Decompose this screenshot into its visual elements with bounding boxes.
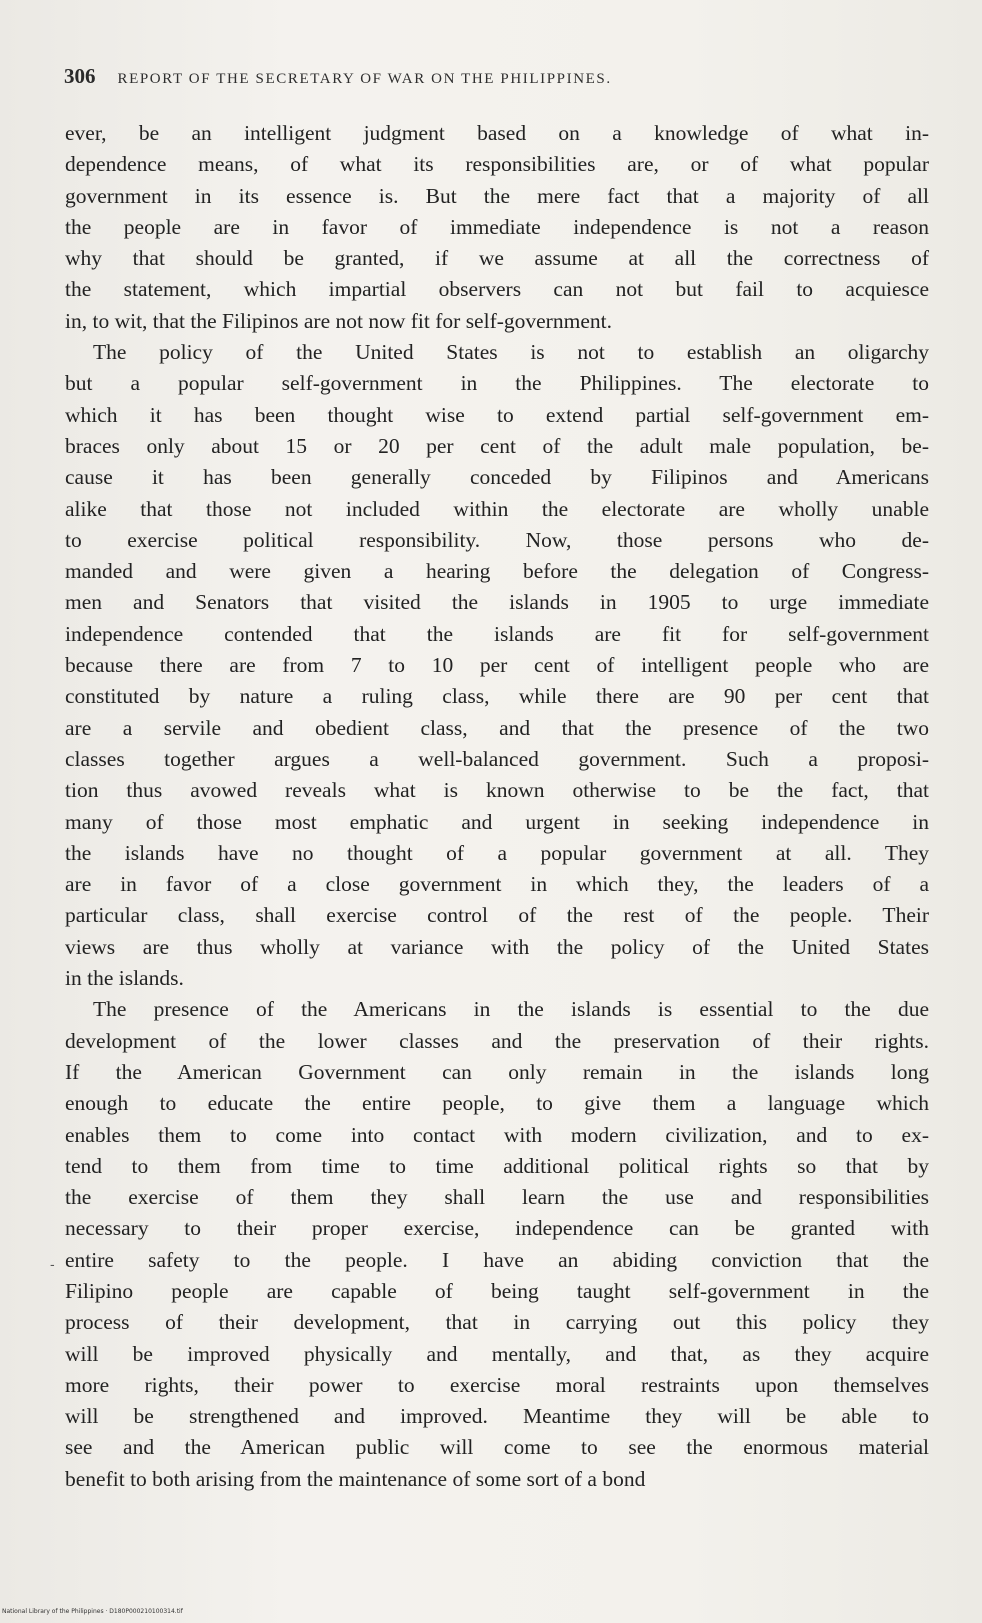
text-line: development of the lower classes and the preservation of their rights. bbox=[65, 1028, 929, 1053]
text-line: independence contended that the islands are fit for self-government bbox=[65, 621, 929, 646]
text-line: will be strengthened and improved. Meantime they will be able to bbox=[65, 1404, 929, 1429]
paragraph bbox=[65, 994, 929, 1495]
text-line: enough to educate the entire people, to give them a language which bbox=[65, 1091, 929, 1116]
margin-mark: - bbox=[50, 1256, 55, 1272]
scan-footer: National Library of the Philippines · D180P000210100314.tif bbox=[2, 1608, 183, 1615]
text-line: braces only about 15 or 20 per cent of the adult male population, be- bbox=[65, 433, 929, 458]
text-line: tend to them from time to time additional political rights so that by bbox=[65, 1153, 929, 1178]
text-line: in, to wit, that the Filipinos are not now fit for self-government. bbox=[65, 308, 612, 333]
text-line: The policy of the United States is not to establish an oligarchy bbox=[93, 340, 929, 365]
text-line: more rights, their power to exercise moral restraints upon themselves bbox=[65, 1372, 929, 1397]
text-line: in the islands. bbox=[65, 966, 184, 991]
text-line: enables them to come into contact with modern civilization, and to ex- bbox=[65, 1122, 929, 1147]
text-line: ever, be an intelligent judgment based on a knowledge of what in- bbox=[65, 121, 929, 145]
text-line: cause it has been generally conceded by Filipinos and Americans bbox=[65, 465, 929, 490]
text-line: are in favor of a close government in which they, the leaders of a bbox=[65, 872, 929, 897]
text-line: tion thus avowed reveals what is known otherwise to be the fact, that bbox=[65, 778, 929, 803]
running-head: REPORT OF THE SECRETARY OF WAR ON THE PHILIPPINES. bbox=[117, 71, 612, 87]
text-line: manded and were given a hearing before the delegation of Congress- bbox=[65, 559, 929, 584]
text-line: constituted by nature a ruling class, while there are 90 per cent that bbox=[65, 684, 929, 709]
text-line: classes together argues a well-balanced government. Such a proposi- bbox=[65, 746, 929, 771]
text-line: necessary to their proper exercise, independence can be granted with bbox=[65, 1216, 929, 1241]
text-line: views are thus wholly at variance with the policy of the United States bbox=[65, 934, 929, 959]
paragraph bbox=[65, 337, 929, 994]
text-line: many of those most emphatic and urgent in seeking independence in bbox=[65, 809, 929, 834]
page-number: 306 bbox=[64, 64, 96, 88]
text-line: the exercise of them they shall learn the use and responsibilities bbox=[65, 1185, 929, 1210]
text-line: The presence of the Americans in the islands is essential to the due bbox=[93, 997, 929, 1022]
text-line: because there are from 7 to 10 per cent of intelligent people who are bbox=[65, 653, 929, 678]
text-line: but a popular self-government in the Philippines. The electorate to bbox=[65, 371, 929, 396]
text-line: men and Senators that visited the islands in 1905 to urge immediate bbox=[65, 590, 929, 615]
paragraph bbox=[65, 118, 929, 337]
text-line: will be improved physically and mentally, and that, as they acquire bbox=[65, 1341, 929, 1366]
text-line: dependence means, of what its responsibilities are, or of what popular bbox=[65, 152, 929, 177]
text-line: alike that those not included within the electorate are wholly unable bbox=[65, 496, 929, 521]
text-line: Filipino people are capable of being taught self-government in the bbox=[65, 1278, 929, 1303]
text-line: entire safety to the people. I have an abiding conviction that the bbox=[65, 1247, 929, 1272]
text-line: process of their development, that in carrying out this policy they bbox=[65, 1310, 929, 1335]
text-line: the statement, which impartial observers can not but fail to acquiesce bbox=[65, 277, 929, 302]
text-line: which it has been thought wise to extend partial self-government em- bbox=[65, 402, 929, 427]
text-line: to exercise political responsibility. Now, those persons who de- bbox=[65, 527, 929, 552]
text-line: particular class, shall exercise control of the rest of the people. Their bbox=[65, 903, 929, 928]
text-line: see and the American public will come to see the enormous material bbox=[65, 1435, 929, 1460]
text-line: are a servile and obedient class, and that the presence of the two bbox=[65, 715, 929, 740]
body-text bbox=[65, 118, 929, 1548]
text-line: the islands have no thought of a popular government at all. They bbox=[65, 840, 929, 865]
page-header bbox=[64, 64, 924, 94]
text-line: why that should be granted, if we assume at all the correctness of bbox=[65, 246, 929, 271]
text-line: government in its essence is. But the mere fact that a majority of all bbox=[65, 183, 929, 208]
text-line: benefit to both arising from the maintenance of some sort of a bond bbox=[65, 1466, 646, 1491]
text-line: If the American Government can only remain in the islands long bbox=[65, 1059, 929, 1084]
text-line: the people are in favor of immediate independence is not a reason bbox=[65, 214, 929, 239]
